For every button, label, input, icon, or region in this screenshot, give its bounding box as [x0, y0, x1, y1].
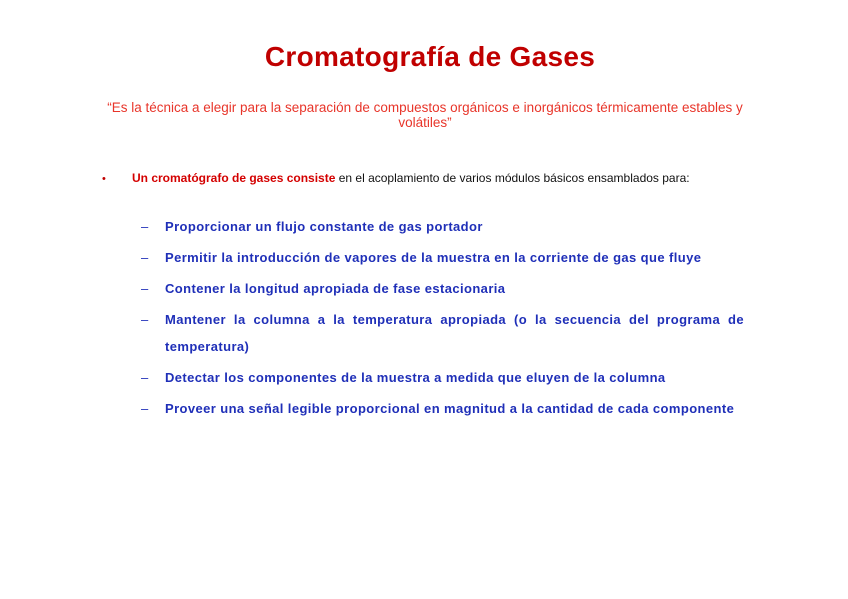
list-item-text: Detectar los componentes de la muestra a medida que eluyen de la columna — [165, 370, 666, 385]
dash-icon: – — [141, 312, 149, 327]
list-item — [141, 275, 744, 302]
definition-quote: “Es la técnica a elegir para la separación de compuestos orgánicos e inorgánicos térmicamente estables y volátiles” — [107, 100, 743, 130]
intro-rest: en el acoplamiento de varios módulos básicos ensamblados para: — [335, 171, 690, 185]
dash-icon: – — [141, 219, 149, 234]
list-item-text: Proporcionar un flujo constante de gas portador — [165, 219, 483, 234]
bullet-icon: • — [102, 173, 106, 185]
dash-icon: – — [141, 281, 149, 296]
dash-icon: – — [141, 370, 149, 385]
list-item — [141, 213, 744, 240]
list-item — [141, 306, 744, 360]
intro-bullet — [102, 171, 762, 185]
list-item — [141, 244, 744, 271]
module-list — [141, 213, 744, 426]
dash-icon: – — [141, 401, 149, 416]
list-item-text: Mantener la columna a la temperatura apropiada (o la secuencia del programa de temperatura) — [165, 312, 744, 354]
list-item-text: Proveer una señal legible proporcional en magnitud a la cantidad de cada componente — [165, 401, 735, 416]
intro-lead: Un cromatógrafo de gases consiste — [132, 171, 336, 185]
list-item — [141, 364, 744, 391]
list-item — [141, 395, 744, 422]
list-item-text: Contener la longitud apropiada de fase estacionaria — [165, 281, 506, 296]
intro-text — [132, 171, 690, 185]
list-item-text: Permitir la introducción de vapores de la muestra en la corriente de gas que fluye — [165, 250, 702, 265]
dash-icon: – — [141, 250, 149, 265]
slide-title: Cromatografía de Gases — [264, 41, 596, 72]
